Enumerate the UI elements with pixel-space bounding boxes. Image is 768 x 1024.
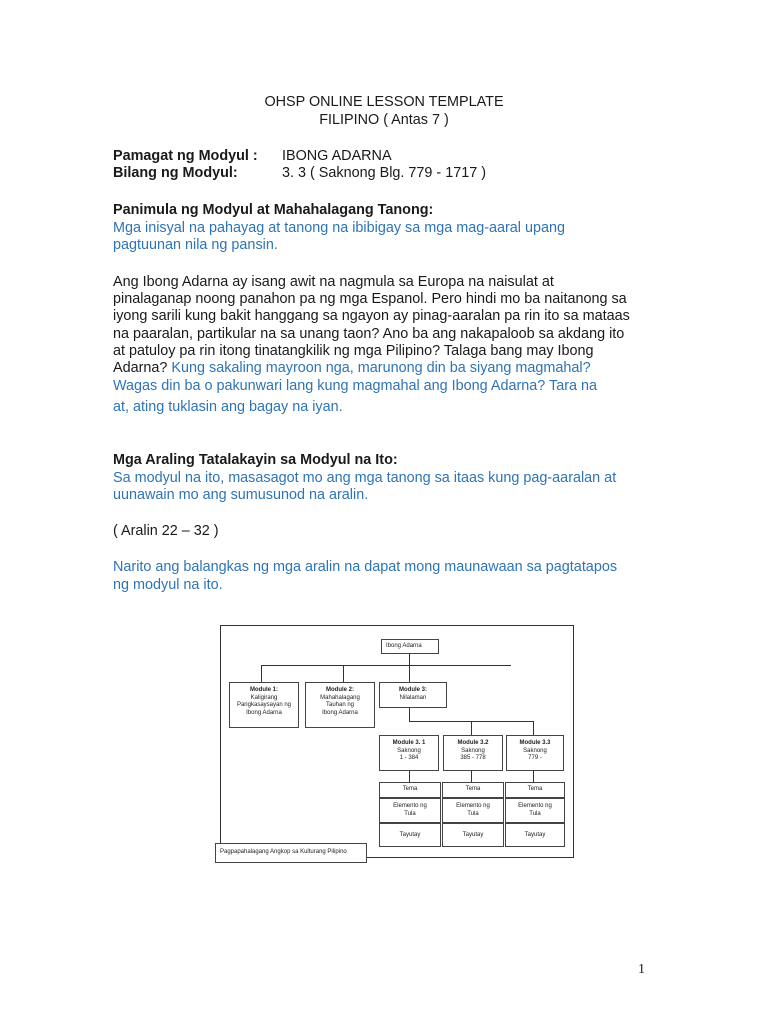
page-number: 1 [638,962,645,977]
tema-label: Tema [465,786,481,792]
connector-line [409,665,410,682]
tema-label: Tema [527,786,543,792]
document-title: OHSP ONLINE LESSON TEMPLATE [264,94,504,110]
module-2-node [305,682,375,728]
module-3-title: Module 3: [399,687,427,693]
elemento-label: Elemento ng [518,803,552,809]
lessons-blue-line: Sa modyul na ito, masasagot mo ang mga tanong sa itaas kung pag-aaralan at [113,470,617,486]
module-3-node [379,682,447,708]
lessons-range: ( Aralin 22 – 32 ) [113,523,219,539]
connector-line [261,665,511,666]
root-node [381,639,439,654]
values-footer-label: Pagpapahalagang Angkop sa Kulturang Pilipino [220,849,347,855]
intro-body-line: pinalaganap noong panahon pa ng mga Espanol. Pero hindi mo ba naitanong sa [113,291,627,307]
module-2-line: Mahahalagang [320,694,360,701]
module-3-3-node [506,735,564,771]
elemento-label: Tula [529,810,541,817]
intro-body-line: na paaralan, partikular na sa unang taon? Ano ba ang nakapaloob sa akdang ito [113,326,625,342]
tayutay-label: Tayutay [524,832,546,838]
connector-line [471,771,472,782]
connector-line [343,665,344,682]
connector-line [261,665,262,682]
intro-body-line-mixed [113,359,591,377]
elemento-node [505,798,565,823]
intro-body-line: iyong sarili kung bakit hanggang sa ngayon ay pinag-aaralan pa rin ito sa mataas [113,308,630,324]
module-3-1-line: Saknong [397,747,421,754]
module-2-line: Ibong Adarna [322,709,358,716]
module-2-title: Module 2: [326,687,354,693]
tayutay-label: Tayutay [462,832,484,838]
connector-line [409,708,410,722]
tayutay-label: Tayutay [399,832,421,838]
module-title-label: Pamagat ng Modyul : [113,148,258,164]
module-outline-diagram [220,625,574,858]
values-footer-node [215,843,367,863]
module-3-2-line: Saknong [461,747,485,754]
root-label: Ibong Adarna [386,643,422,649]
intro-blue-line: at, ating tuklasin ang bagay na iyan. [113,399,343,415]
lessons-heading: Mga Araling Tatalakayin sa Modyul na Ito: [113,452,398,468]
module-3-3-line: Saknong [523,747,547,754]
module-1-line: Ibong Adarna [246,709,282,716]
module-3-1-title: Module 3. 1 [392,740,426,746]
module-3-2-title: Module 3.2 [457,740,489,746]
module-1-node [229,682,299,728]
intro-body-line: Ang Ibong Adarna ay isang awit na nagmula sa Europa na naisulat at [113,274,554,290]
module-3-2-node [443,735,503,771]
document-subtitle: FILIPINO ( Antas 7 ) [319,112,449,128]
tayutay-node [442,823,504,847]
elemento-label: Elemento ng [456,803,490,809]
module-3-2-line: 385 - 778 [460,755,486,761]
module-3-line: Nilalaman [399,694,427,701]
intro-note-line-1: Mga inisyal na pahayag at tanong na ibibigay sa mga mag-aaral upang [113,220,566,236]
module-number-label: Bilang ng Modyul: [113,165,238,181]
intro-blue-line: Wagas din ba o pakunwari lang kung magmahal ang Ibong Adarna? Tara na [113,378,598,394]
outline-line: Narito ang balangkas ng mga aralin na dapat mong maunawaan sa pagtatapos [113,559,618,575]
module-3-1-line: 1 - 384 [399,755,419,761]
connector-line [533,721,534,735]
tayutay-node [505,823,565,847]
intro-body-black-part: Adarna? [113,360,172,376]
module-3-3-line: 779 - [528,755,542,761]
intro-body-blue-part: Kung sakaling mayroon nga, marunong din ba siyang magmahal? [171,360,591,376]
module-title-value: IBONG ADARNA [282,148,392,164]
lessons-blue-line: uunawain mo ang sumusunod na aralin. [113,487,369,503]
module-1-line: Kaligirang [250,694,278,701]
intro-body-line: at patuloy pa rin itong tinatangkilik ng mga Pilipino? Talaga bang may Ibong [113,343,594,359]
intro-note-line-2: pagtuunan nila ng pansin. [113,237,278,253]
tema-node [442,782,504,798]
tayutay-node [379,823,441,847]
elemento-label: Tula [467,810,479,817]
elemento-node [442,798,504,823]
tema-node [379,782,441,798]
tema-node [505,782,565,798]
outline-line: ng modyul na ito. [113,577,223,593]
module-1-line: Pangkasaysayan ng [236,702,292,708]
module-2-line: Tauhan ng [325,702,355,708]
tema-label: Tema [402,786,418,792]
connector-line [471,721,472,735]
module-1-title: Module 1: [250,687,278,693]
elemento-label: Elemento ng [393,803,427,809]
module-3-1-node [379,735,439,771]
elemento-node [379,798,441,823]
elemento-label: Tula [404,810,416,817]
module-3-3-title: Module 3.3 [519,740,551,746]
intro-heading: Panimula ng Modyul at Mahahalagang Tanong: [113,202,434,218]
module-number-value: 3. 3 ( Saknong Blg. 779 - 1717 ) [282,165,486,181]
connector-line [533,771,534,782]
connector-line [409,771,410,782]
